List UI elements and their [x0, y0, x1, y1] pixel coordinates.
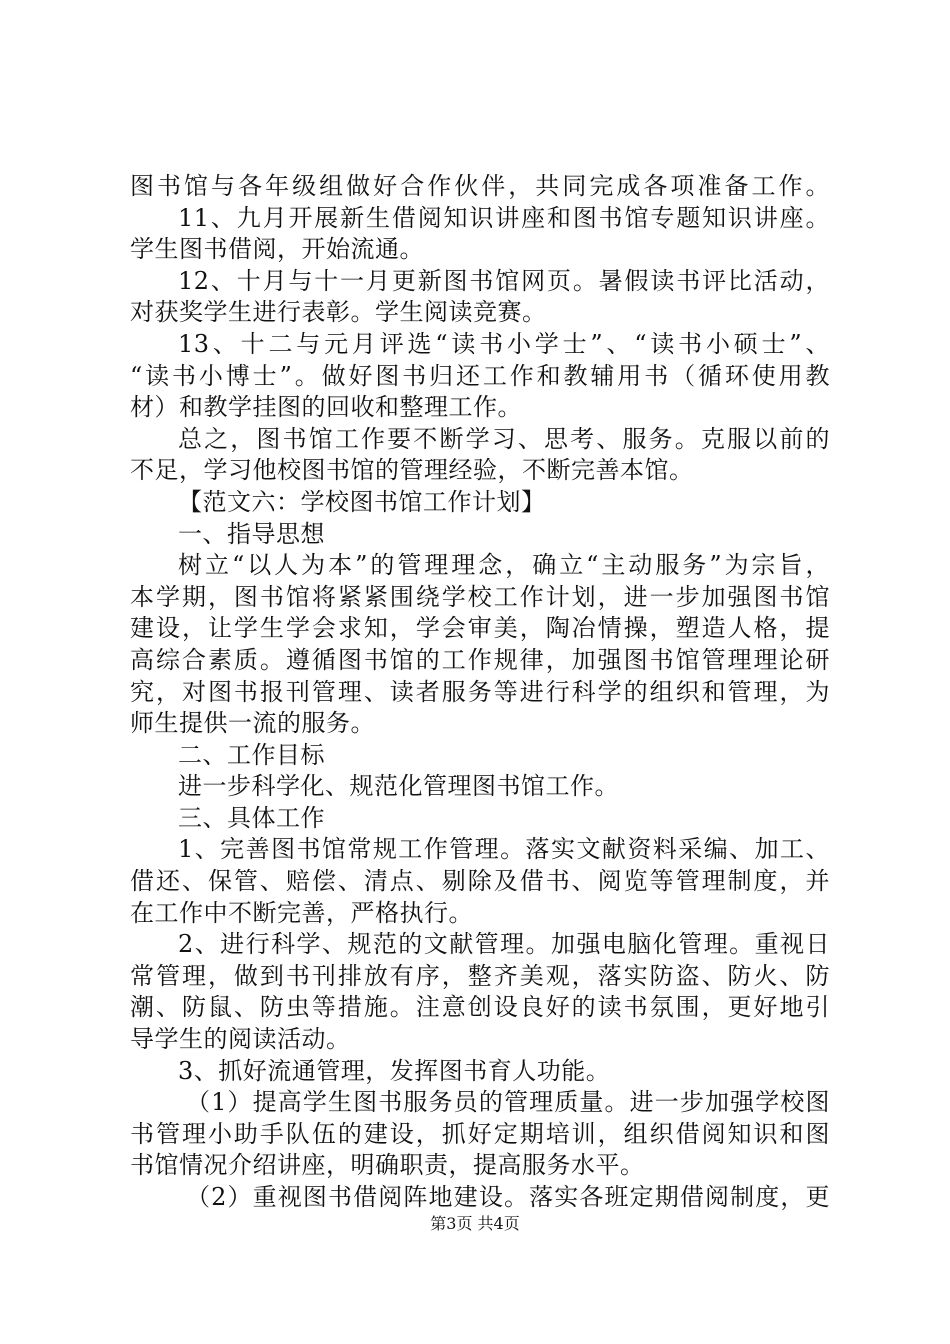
paragraph-line: “读书小博士”。做好图书归还工作和教辅用书（循环使用教 [130, 361, 830, 390]
paragraph-line: 书馆情况介绍讲座，明确职责，提高服务水平。 [130, 1151, 645, 1180]
paragraph-line: 图书馆与各年级组做好合作伙伴，共同完成各项准备工作。 [130, 172, 830, 200]
paragraph-line: 总之，图书馆工作要不断学习、思考、服务。克服以前的 [178, 424, 830, 453]
paragraph-line: 在工作中不断完善，严格执行。 [130, 898, 473, 927]
paragraph-line: 不足，学习他校图书馆的管理经验，不断完善本馆。 [130, 456, 694, 485]
paragraph-line: 本学期，图书馆将紧紧围绕学校工作计划，进一步加强图书馆 [130, 582, 830, 611]
paragraph-line: 导学生的阅读活动。 [130, 1025, 351, 1054]
paragraph-line: 1、完善图书馆常规工作管理。落实文献资料采编、加工、 [178, 835, 830, 864]
section-heading: 一、指导思想 [178, 519, 325, 548]
paragraph-line: 借还、保管、赔偿、清点、剔除及借书、阅览等管理制度，并 [130, 867, 830, 896]
paragraph-line: 高综合素质。遵循图书馆的工作规律，加强图书馆管理理论研 [130, 645, 830, 674]
paragraph-line: 师生提供一流的服务。 [130, 709, 375, 738]
paragraph-line: 13、十二与元月评选“读书小学士”、“读书小硕士”、 [178, 329, 830, 358]
paragraph-line: （1）提高学生图书服务员的管理质量。进一步加强学校图 [186, 1088, 830, 1117]
paragraph-line: 11、九月开展新生借阅知识讲座和图书馆专题知识讲座。 [178, 203, 830, 232]
paragraph-line: 材）和教学挂图的回收和整理工作。 [130, 393, 522, 422]
section-heading: 二、工作目标 [178, 740, 325, 769]
paragraph-line: 书管理小助手队伍的建设，抓好定期培训，组织借阅知识和图 [130, 1119, 830, 1148]
paragraph-line: 潮、防鼠、防虫等措施。注意创设良好的读书氛围，更好地引 [130, 993, 830, 1022]
section-heading: 三、具体工作 [178, 803, 325, 832]
paragraph-line: 建设，让学生学会求知，学会审美，陶冶情操，塑造人格，提 [130, 614, 830, 643]
paragraph-line: （2）重视图书借阅阵地建设。落实各班定期借阅制度，更 [186, 1183, 830, 1211]
paragraph-line: 12、十月与十一月更新图书馆网页。暑假读书评比活动， [178, 266, 830, 295]
paragraph-line: 树立“以人为本”的管理理念，确立“主动服务”为宗旨， [178, 551, 830, 580]
document-body [130, 171, 830, 1214]
page-number-footer: 第3页 共4页 [430, 1214, 520, 1233]
paragraph-line: 究，对图书报刊管理、读者服务等进行科学的组织和管理，为 [130, 677, 830, 706]
paragraph-line: 常管理，做到书刊排放有序，整齐美观，落实防盗、防火、防 [130, 961, 830, 990]
paragraph-line: 学生图书借阅，开始流通。 [130, 235, 424, 264]
paragraph-line: 3、抓好流通管理，发挥图书育人功能。 [178, 1056, 611, 1085]
paragraph-line: 进一步科学化、规范化管理图书馆工作。 [178, 772, 619, 801]
paragraph-line: 2、进行科学、规范的文献管理。加强电脑化管理。重视日 [178, 930, 830, 959]
paragraph-line: 对获奖学生进行表彰。学生阅读竞赛。 [130, 298, 547, 327]
section-heading: 【范文六：学校图书馆工作计划】 [178, 487, 546, 516]
